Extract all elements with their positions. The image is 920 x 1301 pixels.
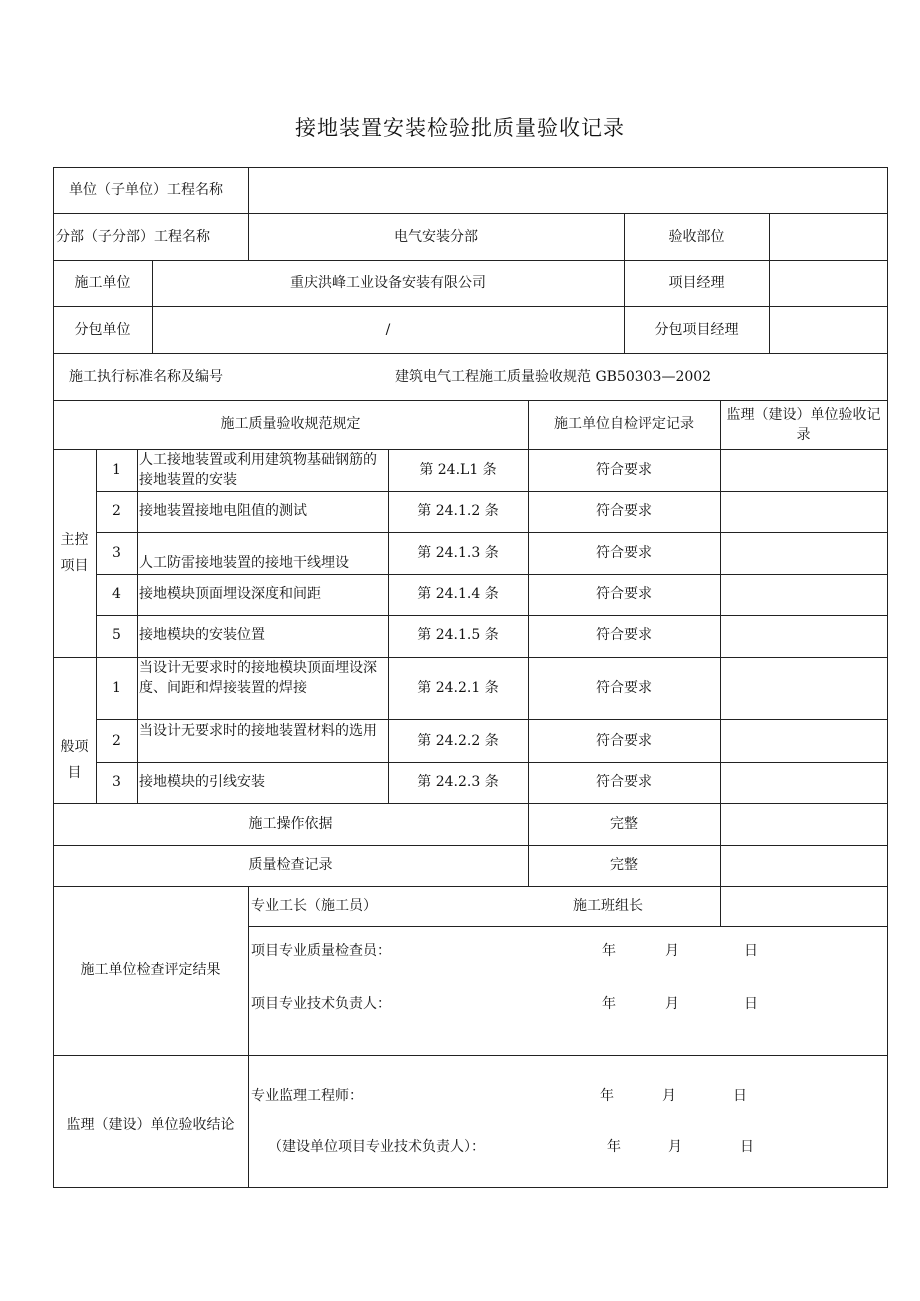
owner-month: 月 bbox=[668, 1139, 682, 1155]
construction-unit-label: 施工单位 bbox=[74, 275, 131, 291]
subcontractor-value: / bbox=[385, 322, 391, 338]
foreman-label: 专业工长（施工员） bbox=[251, 898, 377, 914]
owner-day: 日 bbox=[740, 1139, 754, 1155]
unit-project-label: 单位（子单位）工程名称 bbox=[69, 182, 223, 198]
inspector-month: 月 bbox=[665, 943, 679, 959]
supervision-conclusion-label: 监理（建设）单位验收结论 bbox=[66, 1117, 235, 1133]
owner-label: （建设单位项目专业技术负责人）： bbox=[268, 1139, 485, 1155]
row-clause: 第 24.L1 条 bbox=[419, 462, 497, 478]
row-result: 符合要求 bbox=[596, 462, 652, 478]
project-manager-label: 项目经理 bbox=[668, 275, 725, 291]
row-description: 接地模块的安装位置 bbox=[139, 627, 265, 643]
row-result: 符合要求 bbox=[596, 774, 652, 790]
column-self-check: 施工单位自检评定记录 bbox=[554, 416, 694, 432]
row-number: 4 bbox=[112, 586, 121, 602]
engineer-label: 专业监理工程师： bbox=[251, 1088, 363, 1104]
engineer-year: 年 bbox=[600, 1088, 614, 1104]
tech-lead-year: 年 bbox=[602, 996, 616, 1012]
sub-project-label: 分部（子分部）工程名称 bbox=[56, 229, 210, 245]
row-clause: 第 24.2.1 条 bbox=[417, 680, 499, 696]
engineer-day: 日 bbox=[733, 1088, 747, 1104]
row-clause: 第 24.1.4 条 bbox=[417, 586, 499, 602]
row-result: 符合要求 bbox=[596, 586, 652, 602]
row-number: 1 bbox=[112, 462, 121, 478]
row-result: 符合要求 bbox=[596, 733, 652, 749]
row-number: 2 bbox=[112, 733, 121, 749]
row-result: 符合要求 bbox=[596, 627, 652, 643]
row-number: 2 bbox=[112, 503, 121, 519]
inspector-day: 日 bbox=[744, 943, 758, 959]
row-result: 符合要求 bbox=[596, 680, 652, 696]
construction-result-label: 施工单位检查评定结果 bbox=[80, 962, 221, 978]
standard-value: 建筑电气工程施工质量验收规范 GB50303—2002 bbox=[395, 369, 712, 385]
column-supervision-text: 监理（建设）单位验收记录 bbox=[726, 406, 881, 443]
standard-label: 施工执行标准名称及编号 bbox=[69, 369, 223, 385]
operation-basis-label: 施工操作依据 bbox=[248, 816, 333, 832]
row-number: 3 bbox=[112, 545, 121, 561]
tech-lead-day: 日 bbox=[744, 996, 758, 1012]
row-description: 当设计无要求时的接地模块顶面埋设深度、间距和焊接装置的焊接 bbox=[139, 660, 377, 696]
row-description: 接地模块顶面埋设深度和间距 bbox=[139, 586, 321, 602]
row-description: 当设计无要求时的接地装置材料的选用 bbox=[139, 723, 377, 739]
subcontractor-label: 分包单位 bbox=[74, 322, 131, 338]
engineer-month: 月 bbox=[662, 1088, 676, 1104]
row-description: 接地模块的引线安装 bbox=[139, 774, 265, 790]
row-clause: 第 24.2.3 条 bbox=[417, 774, 499, 790]
row-description: 接地装置接地电阻值的测试 bbox=[139, 503, 307, 519]
operation-basis-value: 完整 bbox=[610, 816, 638, 832]
team-leader-label: 施工班组长 bbox=[573, 898, 643, 914]
row-result: 符合要求 bbox=[596, 503, 652, 519]
column-spec: 施工质量验收规范规定 bbox=[220, 416, 361, 432]
quality-record-label: 质量检查记录 bbox=[248, 857, 333, 873]
row-description: 人工防雷接地装置的接地干线埋设 bbox=[139, 555, 349, 571]
row-clause: 第 24.2.2 条 bbox=[417, 733, 499, 749]
tech-lead-month: 月 bbox=[665, 996, 679, 1012]
row-number: 3 bbox=[112, 774, 121, 790]
row-clause: 第 24.1.3 条 bbox=[417, 545, 499, 561]
row-description: 人工接地装置或利用建筑物基础钢筋的接地装置的安装 bbox=[139, 452, 377, 488]
acceptance-part-label: 验收部位 bbox=[668, 229, 725, 245]
inspector-year: 年 bbox=[602, 943, 616, 959]
owner-year: 年 bbox=[607, 1139, 621, 1155]
page-title: 接地装置安装检验批质量验收记录 bbox=[295, 116, 625, 140]
row-clause: 第 24.1.5 条 bbox=[417, 627, 499, 643]
row-result: 符合要求 bbox=[596, 545, 652, 561]
row-number: 1 bbox=[112, 680, 121, 696]
sub-manager-label: 分包项目经理 bbox=[654, 322, 739, 338]
main-items-group-label: 主控项目 bbox=[60, 532, 89, 574]
quality-record-value: 完整 bbox=[610, 857, 638, 873]
construction-unit-value: 重庆洪峰工业设备安装有限公司 bbox=[290, 275, 486, 291]
general-items-group-label: 般项目 bbox=[60, 739, 89, 781]
row-clause: 第 24.1.2 条 bbox=[417, 503, 499, 519]
row-number: 5 bbox=[112, 627, 121, 643]
sub-project-value: 电气安装分部 bbox=[394, 229, 478, 245]
general-items-group bbox=[53, 657, 96, 803]
tech-lead-label: 项目专业技术负责人： bbox=[251, 996, 391, 1012]
column-supervision bbox=[720, 400, 887, 449]
main-items-group bbox=[53, 449, 96, 657]
inspector-label: 项目专业质量检查员： bbox=[251, 943, 391, 959]
